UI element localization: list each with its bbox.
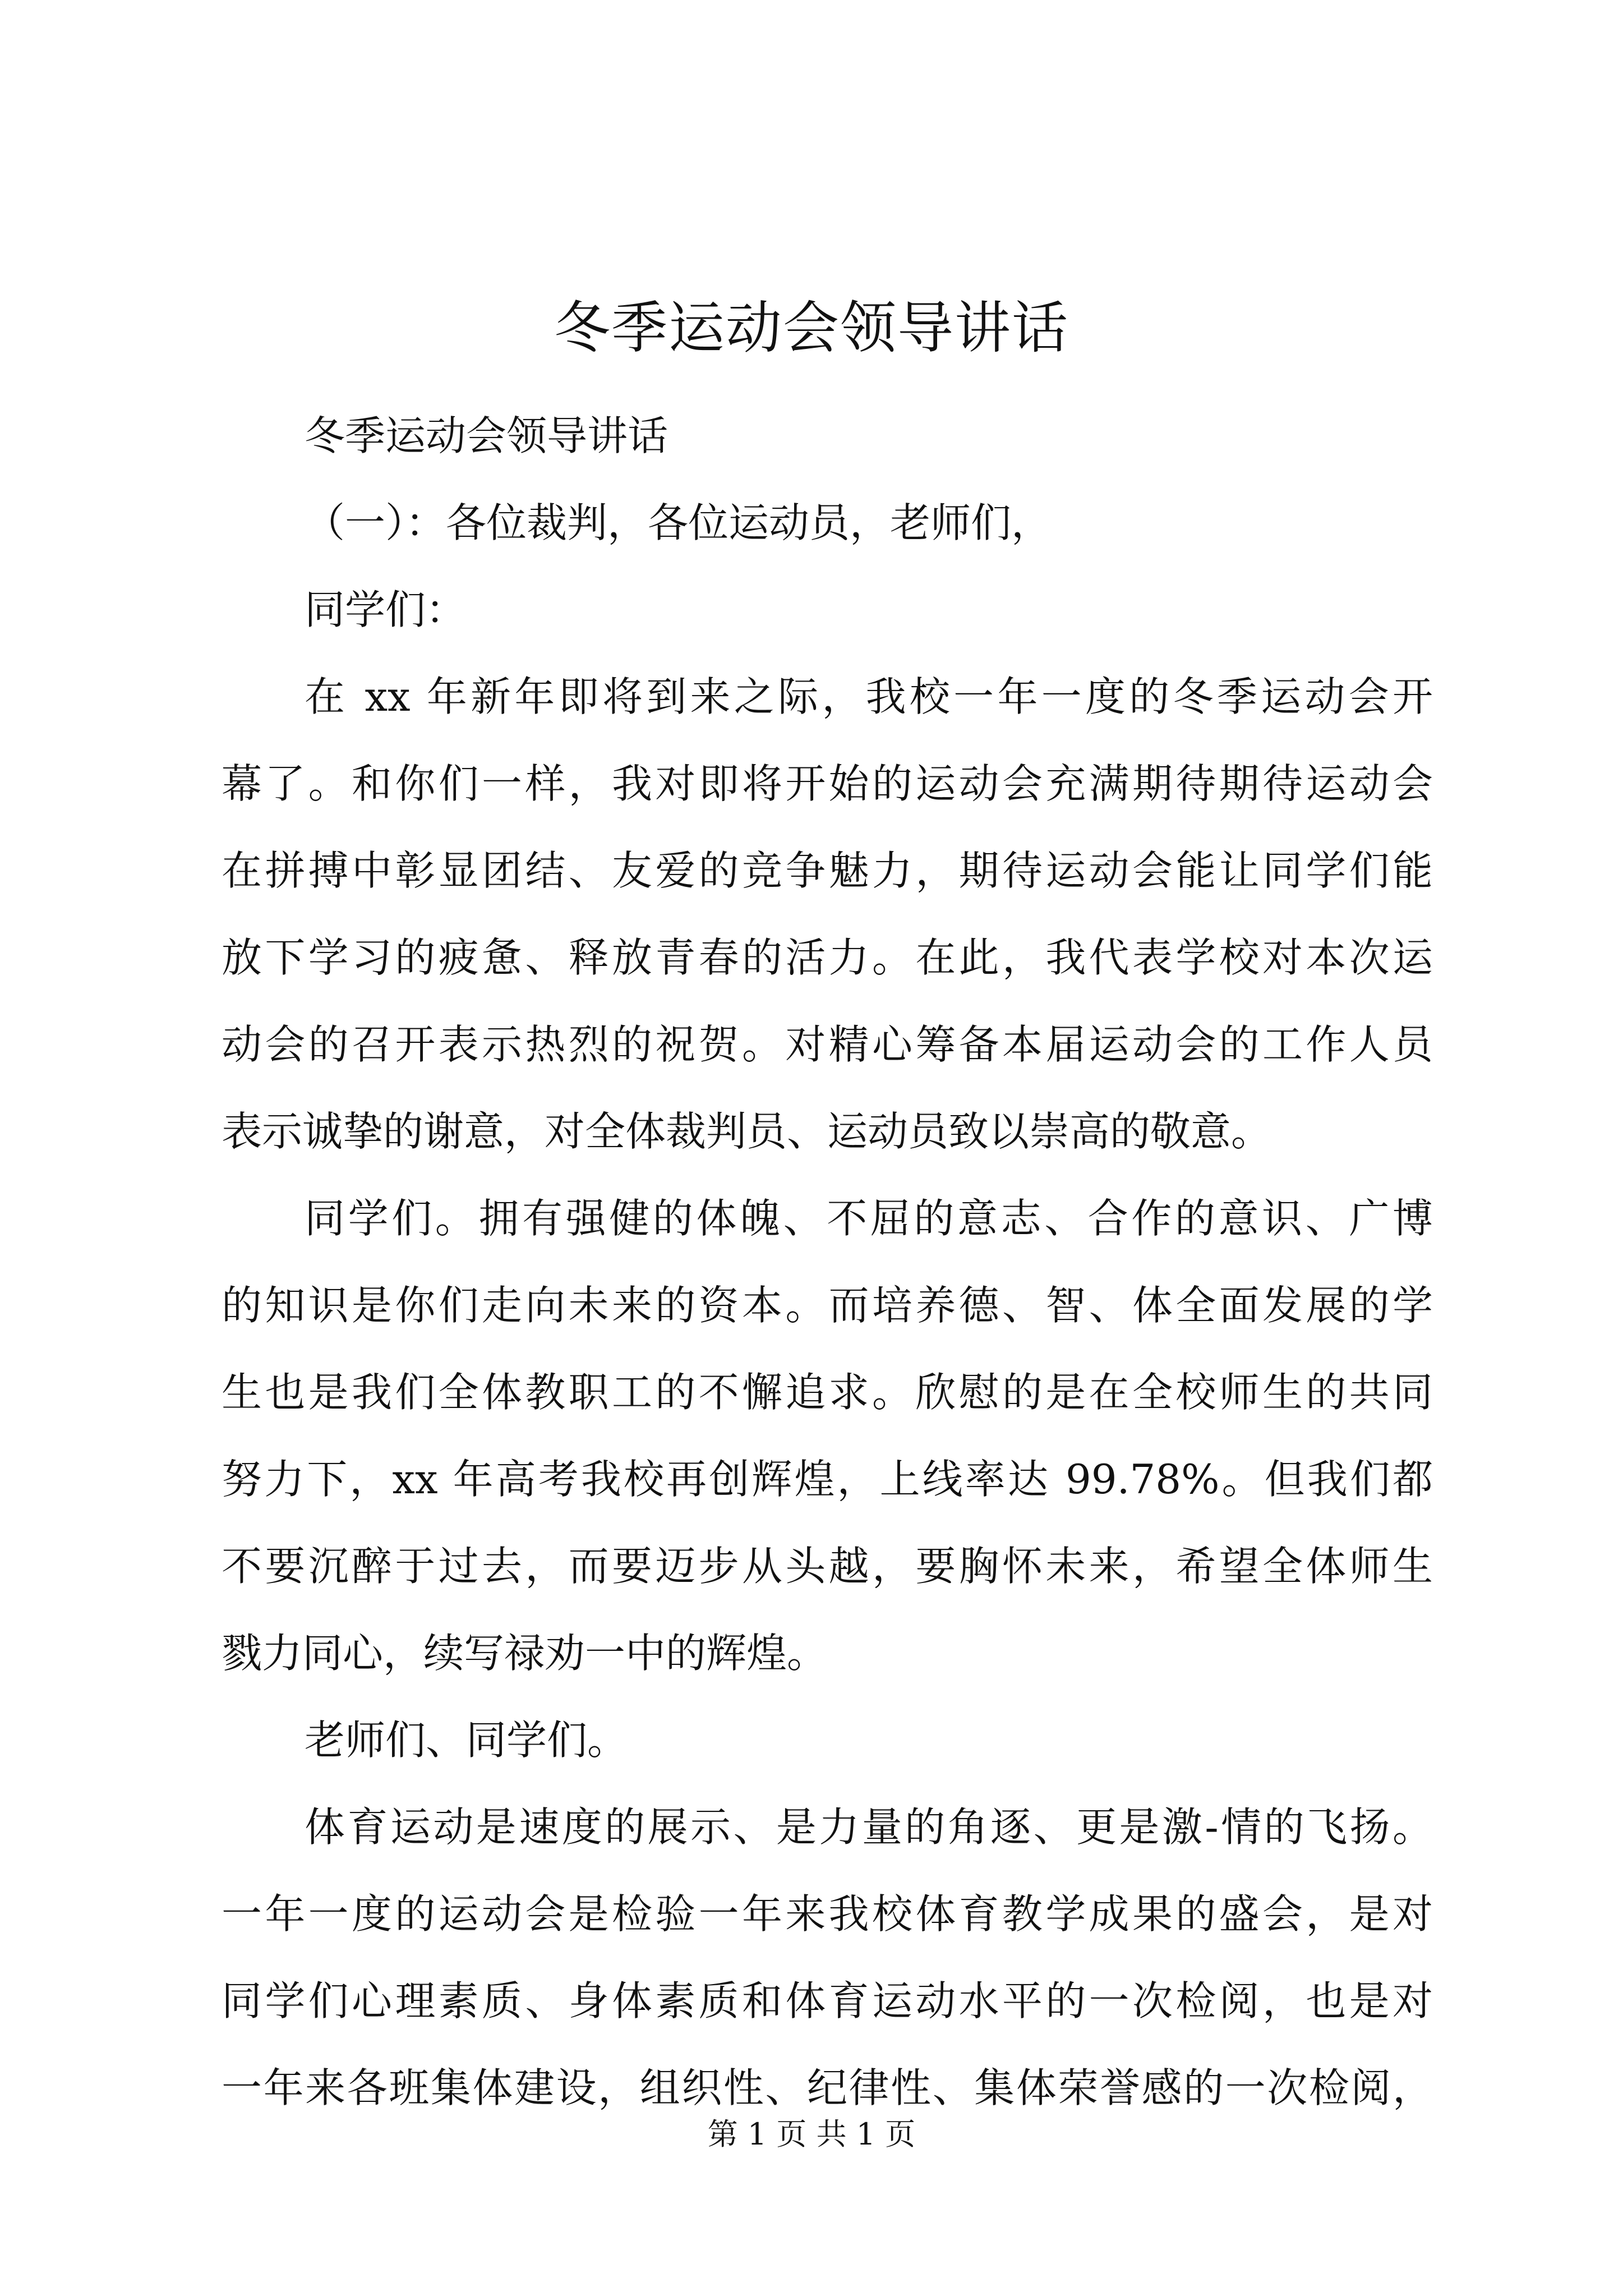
text-line: 同学们心理素质、身体素质和体育运动水平的一次检阅，也是对 <box>222 1977 1433 2024</box>
text-line: 幕了。和你们一样，我对即将开始的运动会充满期待期待运动会 <box>222 760 1433 807</box>
text-line: 在 xx 年新年即将到来之际，我校一年一度的冬季运动会开 <box>305 673 1433 720</box>
page-footer: 第 1 页 共 1 页 <box>707 2116 916 2152</box>
text-line: 冬季运动会领导讲话 <box>305 412 668 459</box>
text-line: 生也是我们全体教职工的不懈追求。欣慰的是在全校师生的共同 <box>222 1369 1433 1416</box>
text-line: 在拼搏中彰显团结、友爱的竞争魅力，期待运动会能让同学们能 <box>222 847 1433 894</box>
text-line: 放下学习的疲惫、释放青春的活力。在此，我代表学校对本次运 <box>222 934 1433 981</box>
text-line: 表示诚挚的谢意，对全体裁判员、运动员致以崇高的敬意。 <box>222 1108 1272 1155</box>
text-line: 动会的召开表示热烈的祝贺。对精心筹备本届运动会的工作人员 <box>222 1021 1433 1068</box>
text-line: 体育运动是速度的展示、是力量的角逐、更是激-情的飞扬。 <box>305 1803 1433 1851</box>
text-line: 不要沉醉于过去，而要迈步从头越，要胸怀未来，希望全体师生 <box>222 1543 1433 1590</box>
text-line: （一）：各位裁判，各位运动员，老师们， <box>305 499 1052 546</box>
text-line: 的知识是你们走向未来的资本。而培养德、智、体全面发展的学 <box>222 1282 1433 1329</box>
text-line: 同学们。拥有强健的体魄、不屈的意志、合作的意识、广博 <box>305 1195 1433 1242</box>
document-body <box>222 393 1433 2132</box>
text-line: 一年来各班集体建设，组织性、纪律性、集体荣誉感的一次检阅， <box>222 2064 1433 2111</box>
text-line: 戮力同心，续写禄劝一中的辉煌。 <box>222 1630 828 1677</box>
text-line: 一年一度的运动会是检验一年来我校体育教学成果的盛会，是对 <box>222 1890 1433 1938</box>
text-line: 老师们、同学们。 <box>305 1717 628 1764</box>
text-line: 努力下，xx 年高考我校再创辉煌，上线率达 99.78%。但我们都 <box>222 1456 1433 1503</box>
text-line: 同学们： <box>305 586 467 633</box>
document-title: 冬季运动会领导讲话 <box>554 295 1069 361</box>
